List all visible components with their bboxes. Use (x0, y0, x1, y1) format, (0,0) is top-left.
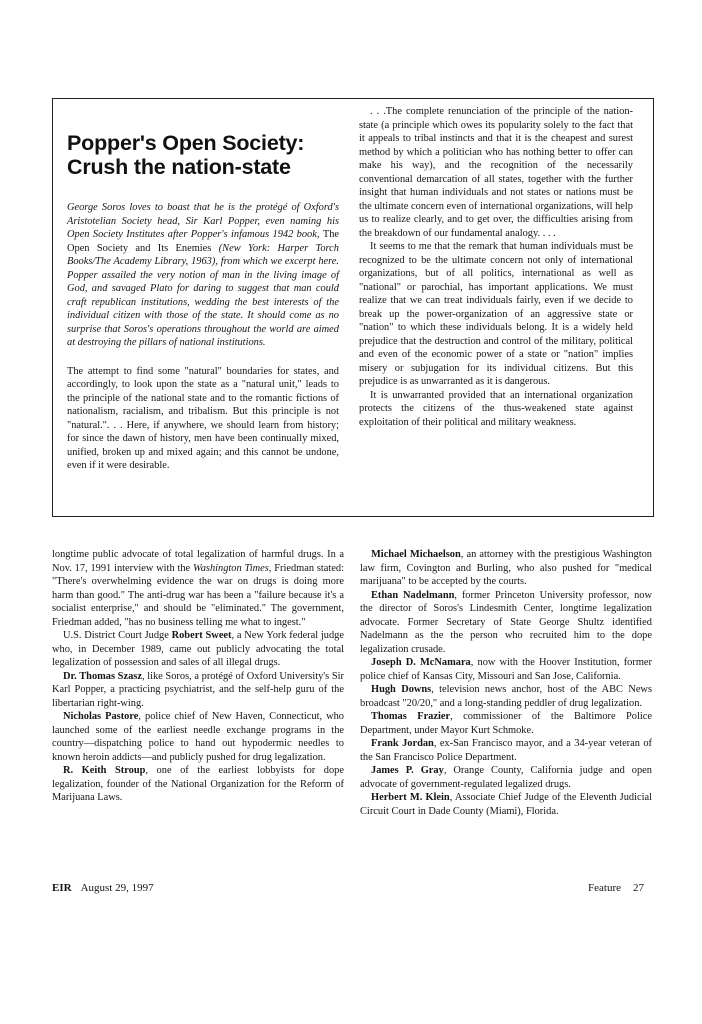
article-paragraph (360, 764, 652, 791)
article-paragraph (360, 683, 652, 710)
footer-right (588, 881, 644, 895)
footer-left (52, 881, 154, 895)
paragraph-text: , like Soros, a protégé of Oxford University's Sir Karl Popper, a practicing psychiatrist, and the self-help guru of the libertarian right-wing. (52, 670, 344, 709)
newspaper-name: Washington Times (193, 562, 269, 574)
article-left-column (52, 548, 344, 805)
person-name: Herbert M. Klein (371, 792, 450, 803)
box-right-paragraph: It is unwarranted provided that an international organization protects the citizens of the thus-weakened state against exploitation of their political and military weakness. (359, 389, 633, 428)
article-paragraph (52, 670, 344, 711)
paragraph-text: , former Princeton University professor, now the director of Soros's Lindesmith Center, longtime legalization advocate. Former Secretary of State George Shultz identified Nadelmann as the the person who recruited him to the dope legalization crusade. (360, 589, 652, 655)
paragraph-text: , one of the earliest lobbyists for dope legalization, founder of the National Organization for the Reform of Marijuana Laws. (52, 765, 344, 803)
box-title-line1: Popper's Open Society: (67, 131, 305, 155)
article-paragraph (360, 548, 652, 589)
box-intro-book-title: The Open Society and Its Enemies (67, 229, 339, 254)
person-name: Michael Michaelson (371, 549, 461, 560)
paragraph-text: , ex-San Francisco mayor, and a 34-year veteran of the San Francisco Police Department. (360, 738, 652, 763)
paragraph-text: , Associate Chief Judge of the Eleventh Judicial Circuit Court in Dade County (Miami), Florida. (360, 792, 652, 817)
person-name: Ethan Nadelmann (371, 589, 455, 601)
paragraph-text: , television news anchor, host of the ABC News broadcast "20/20," and a long-standing peddler of drug legalization. (360, 684, 652, 709)
paragraph-text: longtime public advocate of total legalization of harmful drugs. In a Nov. 17, 1991 interview with the (52, 549, 344, 574)
person-name: Robert Sweet (171, 630, 232, 641)
article-paragraph (360, 737, 652, 764)
paragraph-text: , an attorney with the prestigious Washington law firm, Covington and Burling, who also pushed for "medical marijuana" to be accepted by the courts. (360, 549, 652, 587)
issue-date: August 29, 1997 (80, 882, 154, 894)
paragraph-text: U.S. District Court Judge (63, 630, 172, 641)
box-title (67, 131, 339, 179)
person-name: Joseph D. McNamara (371, 657, 471, 668)
box-right-column (359, 105, 633, 429)
section-name: Feature (588, 882, 621, 894)
article-right-column (360, 548, 652, 818)
publication-name: EIR (52, 882, 72, 894)
box-right-paragraph: It seems to me that the remark that human individuals must be recognized to be the ultimate concern not only of international organizations, but of all politics, international as well as "national" or parochial, has important applications. We must realize that we can treat individuals fairly, even if we decide to break up the power-organization of an aggressive state or "nation" to which these individuals belong. It is a widely held prejudice that the destruction and control of the military, political and even of the economic power of a state or "nation" implies misery or subjugation for its individual citizens. But this prejudice is as unwarranted as it is dangerous. (359, 241, 633, 387)
person-name: Hugh Downs (371, 684, 432, 695)
article-paragraph (52, 764, 344, 805)
person-name: R. Keith Stroup (63, 765, 146, 776)
article-paragraph (52, 548, 344, 629)
person-name: Nicholas Pastore (63, 711, 139, 722)
person-name: James P. Gray (371, 765, 444, 776)
paragraph-text: , Orange County, California judge and open advocate of government-regulated legalized drugs. (360, 765, 652, 790)
person-name: Frank Jordan (371, 738, 434, 749)
article-paragraph (360, 791, 652, 818)
box-intro (67, 201, 339, 350)
paragraph-text: , commissioner of the Baltimore Police Department, under Mayor Kurt Schmoke. (360, 711, 652, 736)
article-paragraph (52, 629, 344, 670)
sidebar-box (52, 98, 654, 517)
box-right-paragraph: . . .The complete renunciation of the principle of the nation-state (a principle which owes its popularity solely to the fact that it appeals to tribal instincts and that it is the cheapest and surest method by which a politician who has nothing better to offer can make his way), and the recognition of the necessarily conventional demarcation of all states, together with the further insight that human individuals and not states or nations must be the ultimate concern even of international organizations, will help us to realize clearly, and to get over, the difficulties arising from the breakdown of our fundamental analogy. . . . (359, 106, 633, 239)
article-paragraph (52, 710, 344, 764)
person-name: Thomas Frazier (371, 711, 451, 722)
box-excerpt: The attempt to find some "natural" boundaries for states, and accordingly, to look upon the state as a "natural unit," leads to the principle of the national state and to the romantic fictions of nationalism, racialism, and tribalism. But this principle is not "natural.". . . Here, if anywhere, we should learn from history; for since the dawn of history, men have been continually mixed, unified, broken up and mixed again; and this cannot be undone, even if it were desirable. (67, 365, 339, 471)
paragraph-text: , a New York federal judge who, in December 1989, came out publicly advocating the total legalization of possession and sales of all illegal drugs. (52, 630, 344, 668)
article-paragraph (360, 656, 652, 683)
box-title-line2: Crush the nation-state (67, 155, 291, 179)
person-name: Dr. Thomas Szasz (63, 670, 142, 682)
article-paragraph (360, 710, 652, 737)
paragraph-text: , now with the Hoover Institution, former police chief of Kansas City, Missouri and San Jose, California. (360, 657, 652, 682)
page-number: 27 (633, 882, 644, 894)
paragraph-text: , Friedman stated: "There's overwhelming evidence the war on drugs is doing more harm than good." The anti-drug war has been a "failure because it's a socialist enterprise," and should be "eliminated." The government, Friedman added, "has no business telling me what to ingest." (52, 562, 344, 628)
paragraph-text: , police chief of New Haven, Connecticut, who launched some of the earliest needle exchange programs in the country—dispatching police to hand out hypodermic needles to known heroin addicts—and publicly pushed for drug legalization. (52, 711, 344, 763)
box-intro-text-b: (New York: Harper Torch Books/The Academy Library, 1963), from which we excerpt here. Popper assailed the very notion of man in the living image of God, and savaged Plato for daring to suggest that man could craft republican institutions, wedding the best interests of the individual citizen with those of the state. It should come as no surprise that Soros's operations throughout the world are aimed at destroying the pillars of national institutions. (67, 242, 339, 348)
box-left-column (67, 131, 339, 473)
box-intro-text-a: George Soros loves to boast that he is the protégé of Oxford's Aristotelian Society head, Sir Karl Popper, even naming his Open Society Institutes after Popper's infamous 1942 book, (67, 202, 339, 240)
article-paragraph (360, 589, 652, 657)
